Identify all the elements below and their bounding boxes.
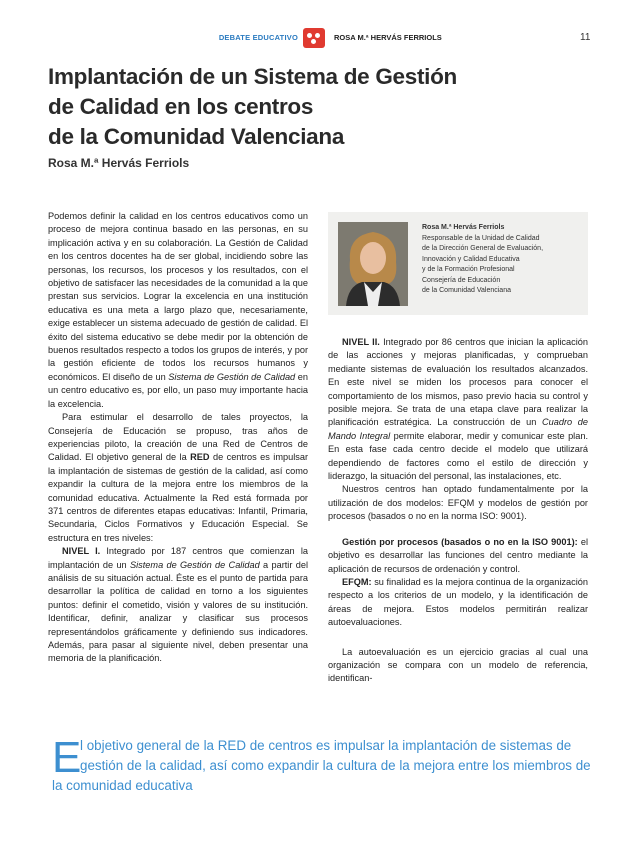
author-name: Rosa M.ª Hervás Ferriols [422, 224, 505, 231]
author-info [422, 223, 582, 297]
pull-quote-line: l objetivo general de la RED de centros es impulsar la implantación de sistemas de [80, 738, 572, 753]
left-column [48, 210, 308, 666]
author-photo [338, 222, 408, 306]
paragraph: EFQM: su finalidad es la mejora continua de la organización respecto a los criterios de un modelo, y la identificación de áreas de mejora. Estos modelos permitirán realizar autoevaluaciones. [328, 576, 588, 628]
pull-quote-dropcap: E [52, 733, 82, 782]
author-role-line: de la Comunidad Valenciana [422, 287, 511, 294]
pull-quote-line: la comunidad educativa [52, 778, 193, 793]
section-label: DEBATE EDUCATIVO [218, 33, 298, 42]
author-role-line: Innovación y Calidad Educativa [422, 255, 520, 263]
page-number: 11 [580, 32, 591, 43]
paragraph: Nuestros centros han optado fundamentalmente por la utilización de dos modelos: EFQM y modelos de gestión por procesos (basados o no en la norma ISO: 9001). [328, 484, 588, 522]
pull-quote-line: gestión de la calidad, así como expandir la cultura de la mejora entre los miembros de [80, 758, 591, 773]
paragraph: Para estimular el desarrollo de tales proyectos, la Consejería de Educación se propuso, tras años de experiencias piloto, la creación de una Red de Centros de Calidad. El objetivo general de la RED de centros es impulsar la implantación de sistemas de gestión de la calidad, así como expandir la cultura de la mejora entre los miembros de la comunidad educativa. Actualmente la Red está formada por 371 centros de diferentes etapas educativas: Infantil, Primaria, Secundaria, Ciclos Formativos y Educación Especial. Se estructura en tres niveles: [48, 412, 308, 543]
paragraph: NIVEL I. Integrado por 187 centros que comienzan la implantación de un Sistema de Gestión de Calidad a partir del análisis de su situación actual. Éste es el punto de partida para desarrollar la política de calidad en torno a los siguientes puntos: definir el cometido, visión y valores de su institución. Identificar, definir, analizar y clasificar sus procesos representándolos gráficamente y definiendo sus indicadores. Además, para pasar al siguiente nivel, deben presentar una memoria de la planificación. [48, 546, 308, 664]
paragraph: Gestión por procesos (basados o no en la ISO 9001): el objetivo es desarrollar las funciones del centro mediante la aplicación de recursos de ordenación y control. [328, 536, 588, 574]
publication-logo-icon [303, 28, 325, 48]
author-role-line: Responsable de la Unidad de Calidad [422, 234, 540, 242]
author-role-line: Consejería de Educación [422, 276, 501, 284]
header-author: ROSA M.ª HERVÁS FERRIOLS [334, 33, 442, 42]
paragraph: La autoevaluación es un ejercicio gracias al cual una organización se compara con un modelo de referencia, identifican- [328, 646, 588, 684]
author-role-line: y de la Formación Profesional [422, 266, 515, 273]
byline: Rosa M.ª Hervás Ferriols [48, 156, 190, 170]
title-line: de Calidad en los centros [48, 94, 314, 119]
paragraph: Podemos definir la calidad en los centros educativos como un proceso de mejora continua basado en las personas, en su implicación activa y en su colaboración. La Gestión de Calidad en los centros docentes ha de ser global, incidiendo sobre las personas, los recursos, los procesos y los resultados, con el objetivo de satisfacer las necesidades de la comunidad a la que prestan sus servicios. Lograr la excelencia en una institución educativa es una meta a largo plazo que, necesariamente, exige establecer un sistema adecuado de gestión de calidad. El éxito del sistema educativo se debe medir por la obtención de buenos resultados respecto a todos los grupos de interés, y por la gestión eficiente de todos los recursos humanos y económicos. El diseño de un Sistema de Gestión de Calidad en un centro educativo es, por ello, un paso muy importante hacia la excelencia. [48, 211, 308, 409]
pull-quote [52, 733, 592, 796]
title-line: de la Comunidad Valenciana [48, 124, 345, 149]
title-line: Implantación de un Sistema de Gestión [48, 64, 457, 89]
right-column [328, 336, 588, 686]
author-role-line: de la Dirección General de Evaluación, [422, 245, 544, 252]
article-title [48, 62, 528, 152]
paragraph: NIVEL II. Integrado por 86 centros que inician la aplicación de las acciones y mejoras planificadas, y comprueban mediante sistemas de evaluación los resultados alcanzados. En este nivel se miden los procesos para conocer el comportamiento de los mismos, paso previo hacia su control y posible mejora. Se trata de una etapa clave para realizar la planificación estratégica. La construcción de un Cuadro de Mando Integral permite elaborar, medir y comunicar este plan. En esta fase cada centro decide el modelo que utilizará dependiendo de factores como el estilo de dirección y liderazgo, la situación del personal, las instalaciones, etc. [328, 337, 589, 482]
author-box [328, 212, 588, 315]
running-header [0, 28, 635, 48]
